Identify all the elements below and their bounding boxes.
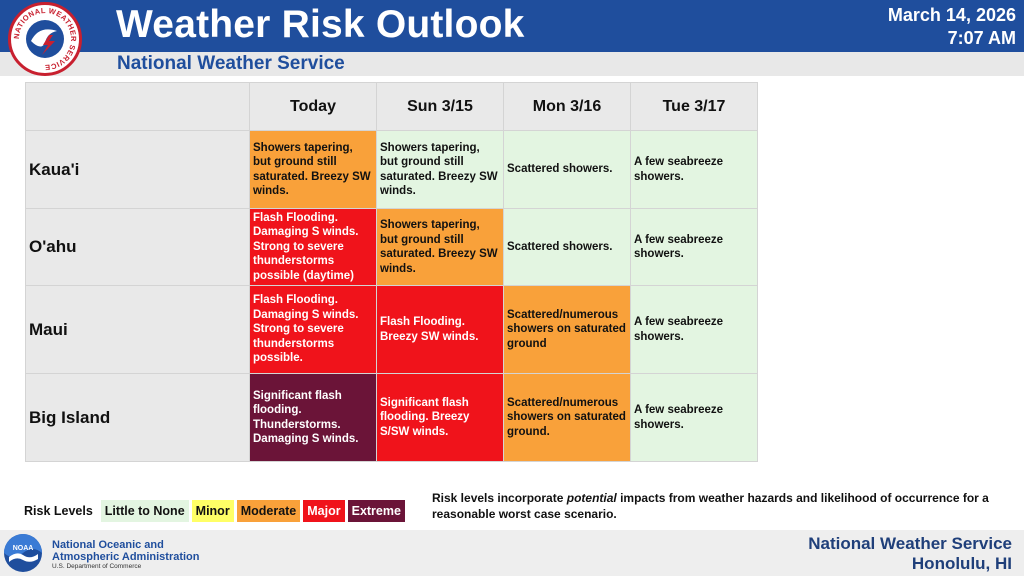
legend-chip-minor: Minor (192, 500, 234, 522)
table-header-row (26, 83, 758, 131)
nws-emblem-icon (11, 5, 79, 73)
risk-cell: A few seabreeze showers. (631, 374, 758, 462)
table-row (26, 209, 758, 286)
page-title: Weather Risk Outlook (116, 3, 525, 46)
risk-cell: Showers tapering, but ground still saturated. Breezy SW winds. (250, 131, 377, 209)
legend-chip-extreme: Extreme (348, 500, 405, 522)
risk-cell: Showers tapering, but ground still saturated. Breezy SW winds. (377, 131, 504, 209)
risk-cell: Scattered showers. (504, 131, 631, 209)
column-header: Today (250, 83, 377, 131)
column-header: Tue 3/17 (631, 83, 758, 131)
risk-table (25, 82, 758, 462)
noaa-logo-text: NOAA (12, 545, 34, 552)
department-name: U.S. Department of Commerce (52, 563, 142, 570)
header-bar (0, 0, 1024, 52)
risk-legend (24, 500, 408, 522)
location-label: Big Island (26, 374, 250, 462)
risk-cell: A few seabreeze showers. (631, 209, 758, 286)
location-label: Kaua'i (26, 131, 250, 209)
risk-cell: A few seabreeze showers. (631, 286, 758, 374)
table-row (26, 286, 758, 374)
risk-cell: A few seabreeze showers. (631, 131, 758, 209)
location-label: Maui (26, 286, 250, 374)
office-name (808, 534, 1012, 574)
risk-cell: Scattered showers. (504, 209, 631, 286)
column-header: Mon 3/16 (504, 83, 631, 131)
office-line2: Honolulu, HI (911, 554, 1012, 573)
risk-cell: Scattered/numerous showers on saturated ground. (504, 374, 631, 462)
issue-datetime (888, 4, 1016, 50)
note-text-end: impacts from weather hazards and likelihood of occurrence for a reasonable worst case scenario. (432, 491, 989, 521)
table-corner (26, 83, 250, 131)
legend-label: Risk Levels (24, 504, 93, 518)
agency-name (52, 539, 200, 563)
legend-chip-none: Little to None (101, 500, 189, 522)
agency-name-line2: Atmospheric Administration (52, 551, 200, 563)
issue-time: 7:07 AM (947, 28, 1016, 48)
noaa-logo-icon (3, 533, 43, 573)
note-text: Risk levels incorporate (432, 491, 567, 505)
legend-chip-major: Major (303, 500, 344, 522)
location-label: O'ahu (26, 209, 250, 286)
note-emphasis: potential (566, 491, 617, 505)
issue-date: March 14, 2026 (887, 5, 1016, 25)
office-line1: National Weather Service (808, 534, 1012, 553)
risk-cell: Significant flash flooding. Breezy S/SW winds. (377, 374, 504, 462)
table-row (26, 131, 758, 209)
agency-name-line1: National Oceanic and (52, 539, 164, 551)
page-subtitle: National Weather Service (117, 53, 345, 74)
risk-cell: Flash Flooding. Damaging S winds. Strong to severe thunderstorms possible. (250, 286, 377, 374)
legend-note (432, 490, 1002, 522)
risk-cell: Flash Flooding. Damaging S winds. Strong to severe thunderstorms possible (daytime) (250, 209, 377, 286)
risk-cell: Showers tapering, but ground still saturated. Breezy SW winds. (377, 209, 504, 286)
risk-cell: Significant flash flooding. Thunderstorms. Damaging S winds. (250, 374, 377, 462)
nws-logo (8, 2, 82, 76)
table-row (26, 374, 758, 462)
legend-chip-moderate: Moderate (237, 500, 301, 522)
footer-bar (0, 530, 1024, 576)
nws-logo-text: NATIONAL WEATHER SERVICE (11, 5, 79, 73)
risk-cell: Flash Flooding. Breezy SW winds. (377, 286, 504, 374)
risk-cell: Scattered/numerous showers on saturated ground (504, 286, 631, 374)
subtitle-bar (0, 52, 1024, 76)
column-header: Sun 3/15 (377, 83, 504, 131)
